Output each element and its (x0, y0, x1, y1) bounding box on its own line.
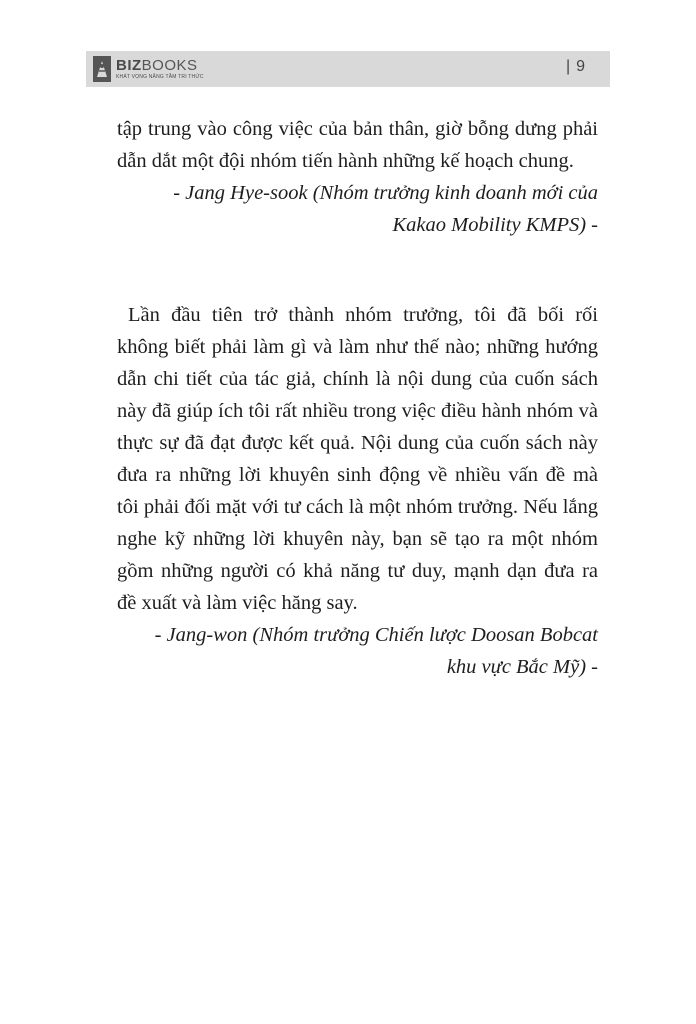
bizbooks-logo (92, 54, 204, 84)
page-number-value: 9 (576, 58, 586, 75)
body-line: tập trung vào công việc của bản thân, giờ bỗng dưng phải (117, 118, 598, 140)
body-line: dẫn dắt một đội nhóm tiến hành những kế hoạch chung. (117, 150, 574, 172)
body-line: này đã giúp ích tôi rất nhiều trong việc điều hành nhóm và (117, 400, 598, 422)
body-line: không biết phải làm gì và làm như thế nào; những hướng (117, 336, 598, 358)
body-line: dẫn chi tiết của tác giả, chính là nội dung của cuốn sách (117, 368, 598, 390)
quote-attribution: - Jang Hye-sook (Nhóm trưởng kinh doanh mới của (173, 182, 598, 204)
brand-tagline: KHÁT VỌNG NÂNG TẦM TRI THỨC (116, 74, 204, 80)
body-line: Lần đầu tiên trở thành nhóm trưởng, tôi đã bối rối (128, 304, 598, 326)
brand-name: BIZBOOKS (116, 57, 198, 74)
page-body (117, 113, 598, 683)
body-line: thực sự đã đạt được kết quả. Nội dung của cuốn sách này (117, 432, 598, 454)
bizbooks-logo-icon (92, 55, 112, 83)
section-spacer (117, 241, 598, 299)
quote-attribution: khu vực Bắc Mỹ) - (446, 656, 598, 678)
body-line: nghe kỹ những lời khuyên này, bạn sẽ tạo ra một nhóm (117, 528, 598, 550)
body-line: gồm những người có khả năng tư duy, mạnh dạn đưa ra (117, 560, 598, 582)
quote-attribution: - Jang-won (Nhóm trưởng Chiến lược Doosan Bobcat (154, 624, 598, 646)
page-number-separator: | (566, 58, 571, 75)
quote-attribution: Kakao Mobility KMPS) - (392, 214, 598, 236)
body-line: đề xuất và làm việc hăng say. (117, 592, 358, 614)
page-number (566, 58, 585, 76)
body-line: đưa ra những lời khuyên sinh động về nhiều vấn đề mà (117, 464, 598, 486)
body-line: tôi phải đối mặt với tư cách là một nhóm trưởng. Nếu lắng (117, 496, 598, 518)
